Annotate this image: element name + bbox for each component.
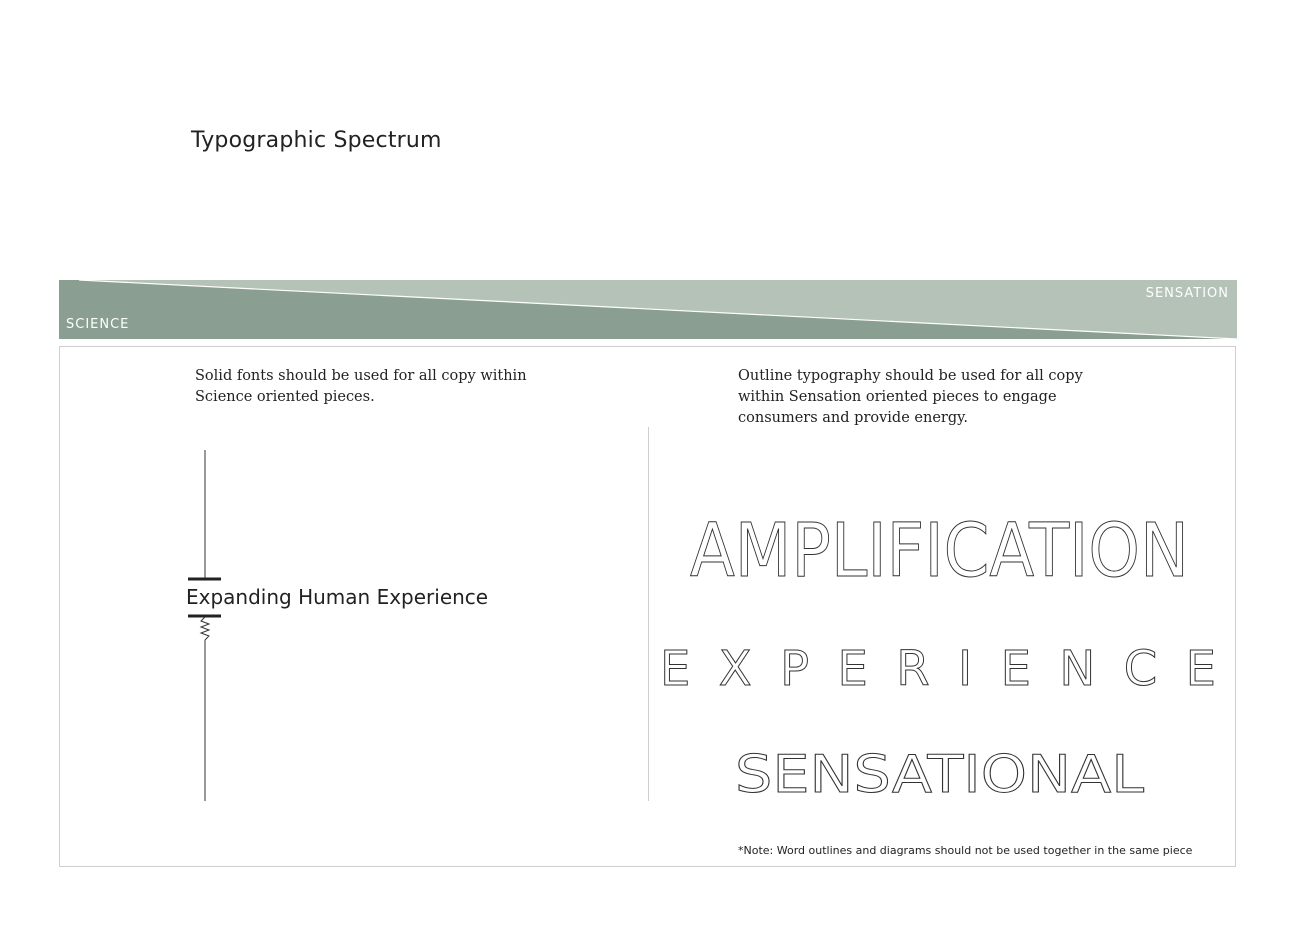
science-description: Solid fonts should be used for all copy within Science oriented pieces. bbox=[195, 368, 527, 405]
diagram-zigzag bbox=[201, 617, 209, 640]
science-label: SCIENCE bbox=[66, 317, 130, 332]
spectrum-bar bbox=[59, 280, 1237, 339]
outline-word-sensational-text: SENSATIONAL bbox=[735, 745, 1145, 805]
sensation-description: Outline typography should be used for all copy within Sensation oriented pieces to engage consumers and provide energy. bbox=[738, 368, 1083, 426]
science-diagram bbox=[180, 450, 230, 802]
outline-word-amplification-text: AMPLIFICATION bbox=[690, 508, 1189, 594]
outline-word-experience-text: EXPERIENCE bbox=[660, 641, 1216, 697]
outline-word-sensational bbox=[735, 745, 1147, 805]
column-divider bbox=[648, 427, 649, 801]
outline-word-amplification bbox=[690, 508, 1190, 594]
page-title: Typographic Spectrum bbox=[191, 128, 442, 153]
outline-word-experience bbox=[660, 641, 1218, 697]
science-sample-text: Expanding Human Experience bbox=[186, 585, 489, 609]
sensation-label: SENSATION bbox=[1145, 286, 1229, 301]
footnote: *Note: Word outlines and diagrams should not be used together in the same piece bbox=[738, 844, 1193, 857]
